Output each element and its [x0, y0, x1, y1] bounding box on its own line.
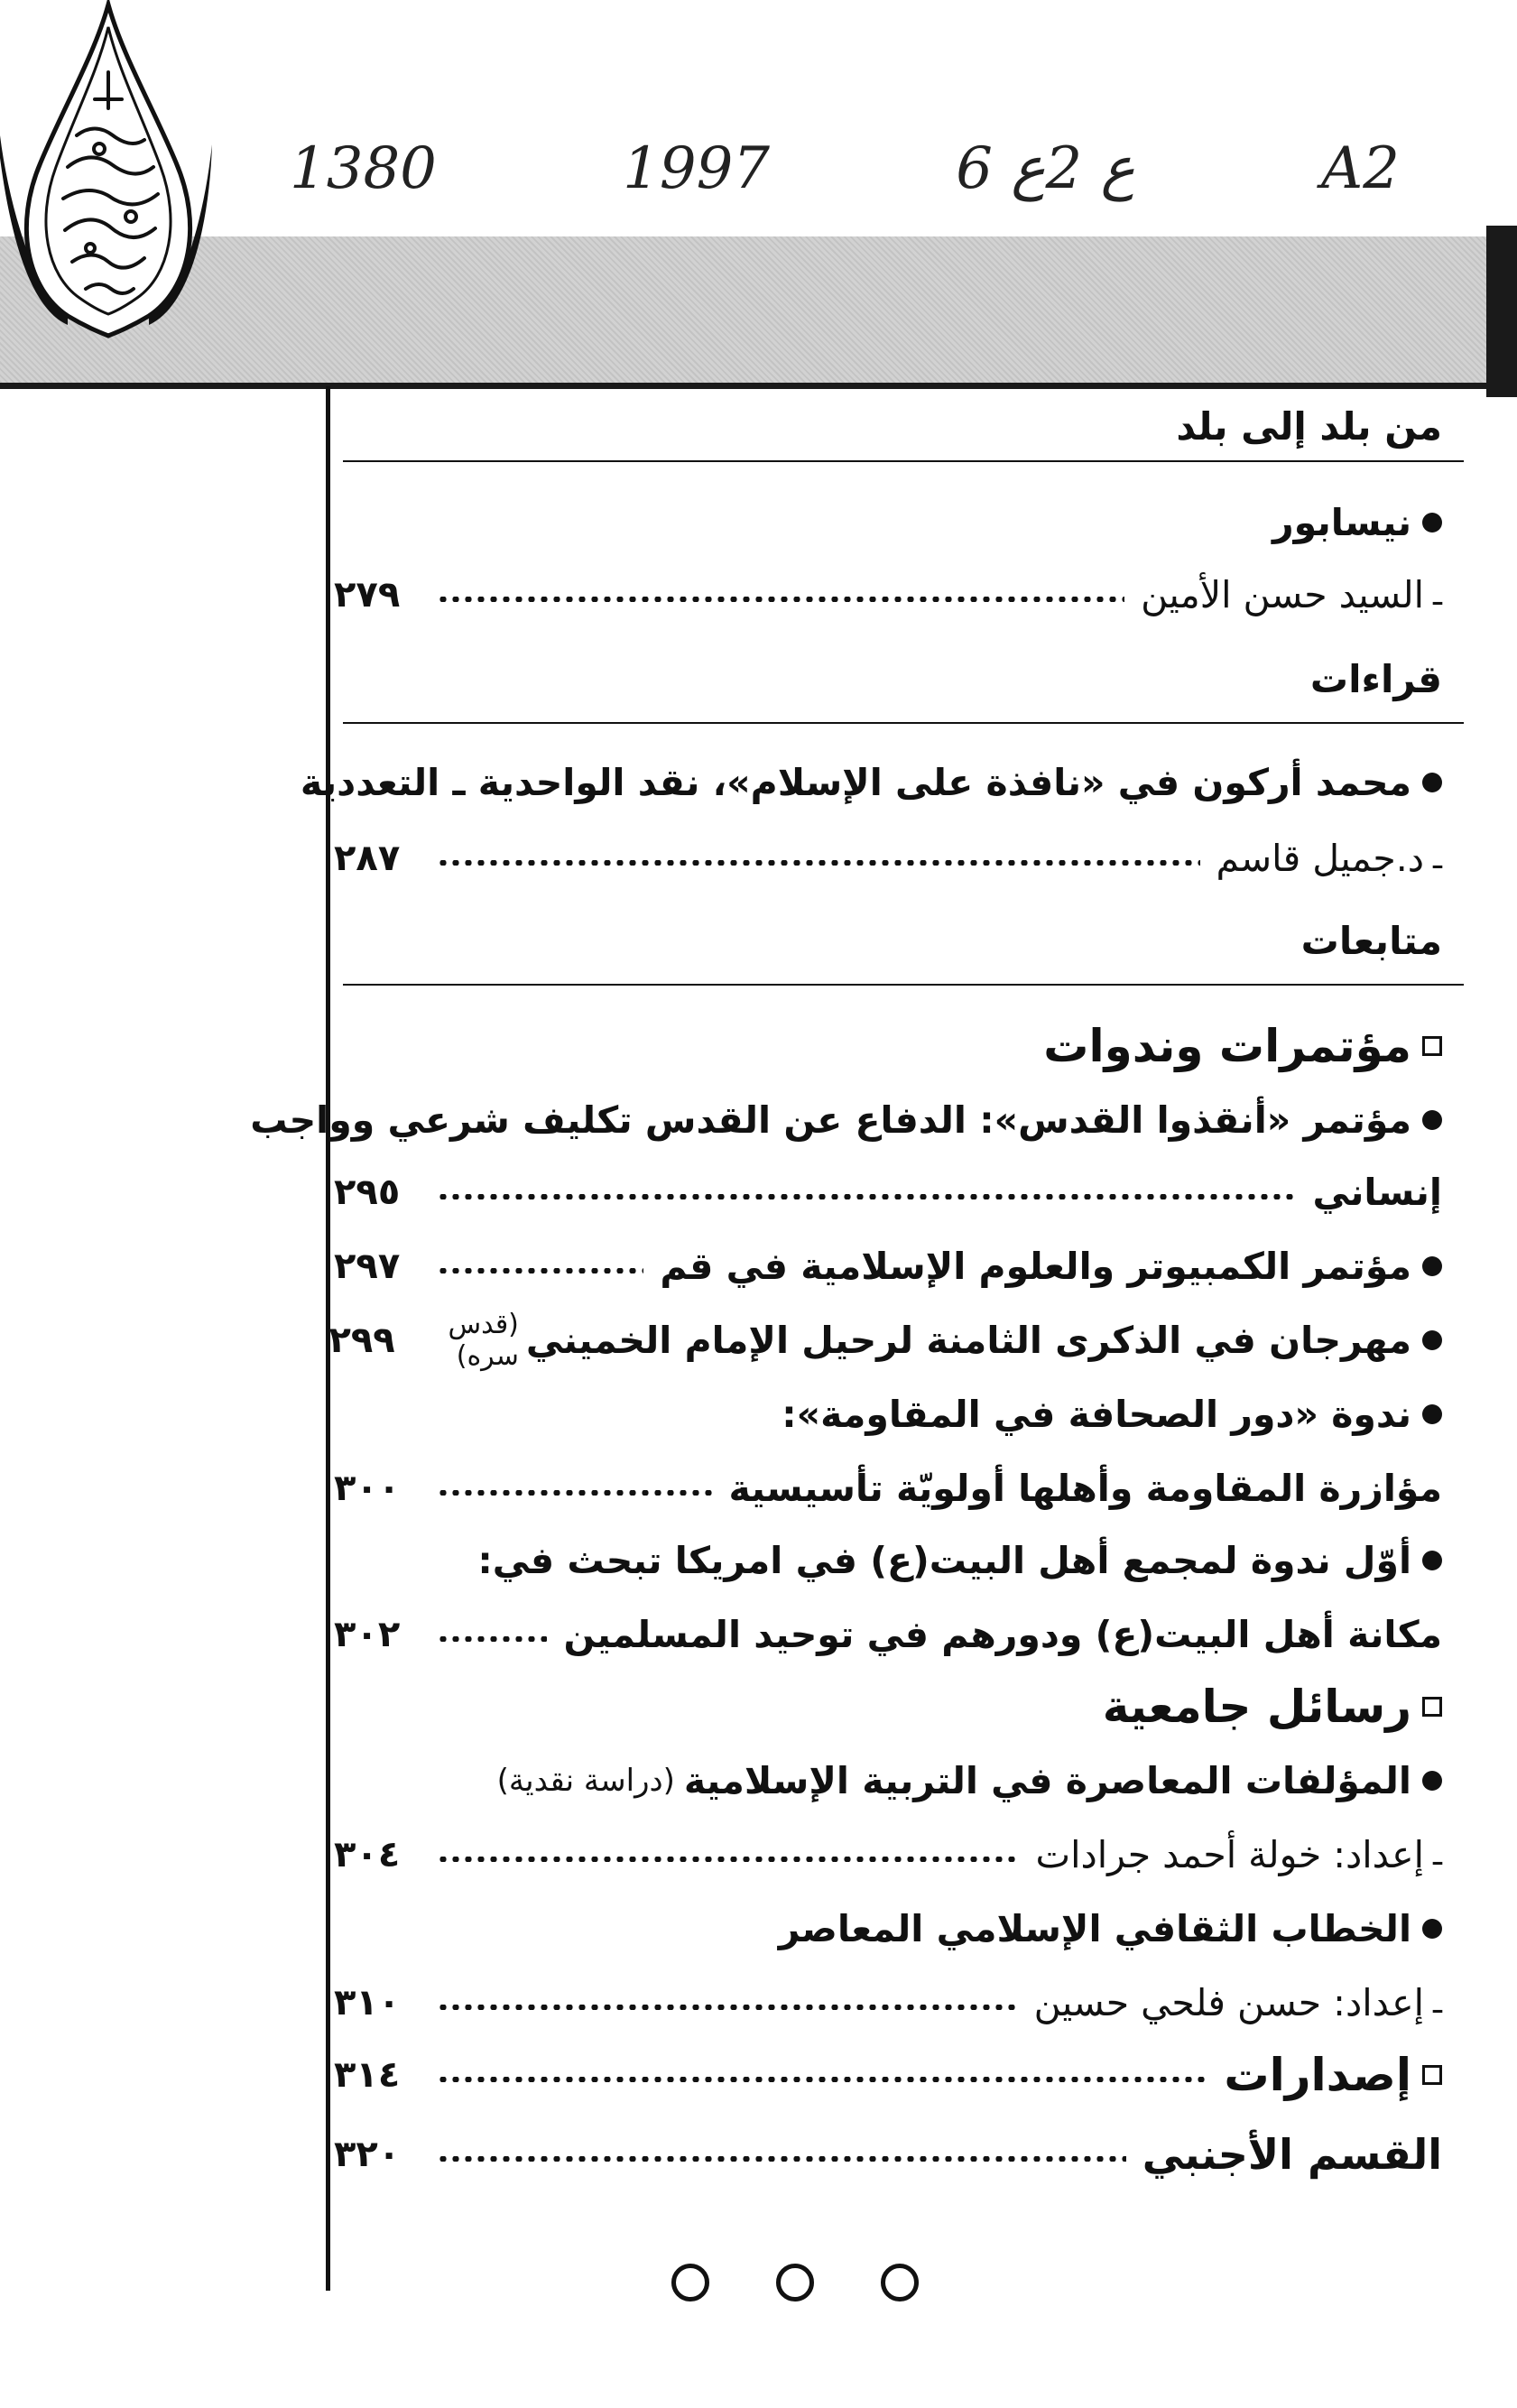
dot-leader — [437, 1490, 713, 1496]
dot-leader — [437, 1857, 1020, 1862]
section-divider — [343, 722, 1464, 724]
entry-author: إعداد: حسن فلحي حسين — [1033, 1981, 1425, 2024]
bullet-icon — [1422, 1330, 1442, 1350]
page-number: ٢٧٩ — [334, 574, 401, 616]
dot-leader — [437, 860, 1200, 866]
dot-leader — [437, 1268, 643, 1273]
page-number: ٢٨٧ — [334, 838, 401, 879]
toc-entry — [334, 1901, 1442, 1957]
page-number: ٣٠٢ — [334, 1614, 401, 1655]
subsection-title: إصدارات — [1224, 2049, 1411, 2101]
square-bullet-icon — [1422, 2065, 1442, 2085]
toc-entry-publications — [334, 2047, 1442, 2103]
toc-entry — [334, 1460, 1442, 1516]
handwritten-note: 1997 — [623, 135, 771, 202]
entry-subtitle: مؤازرة المقاومة وأهلها أولويّة تأسيسية — [728, 1467, 1442, 1510]
toc-entry — [300, 755, 1442, 810]
bullet-icon — [1422, 1256, 1442, 1276]
dot-leader — [437, 1194, 1297, 1199]
dash-mark: ـ — [1433, 840, 1442, 876]
toc-entry — [334, 1975, 1442, 2031]
page-number: ٣١٤ — [334, 2054, 401, 2096]
section-heading-readings: قراءات — [1309, 657, 1442, 701]
section-heading-from-country: من بلد إلى بلد — [1176, 404, 1442, 449]
section-divider — [343, 460, 1464, 462]
subsection-conferences — [334, 1018, 1442, 1074]
toc-entry — [334, 1607, 1442, 1662]
toc-entry — [334, 830, 1442, 886]
band-edge-mark — [1486, 226, 1517, 397]
subsection-title: مؤتمرات وندوات — [1043, 1020, 1411, 1072]
dash-mark: ـ — [1433, 577, 1442, 613]
square-bullet-icon — [1422, 1697, 1442, 1717]
dot-leader — [437, 2077, 1207, 2082]
handwritten-note: 1380 — [290, 135, 437, 202]
toc-entry — [328, 1309, 1442, 1372]
entry-title: مؤتمر الكمبيوتر والعلوم الإسلامية في قم — [660, 1245, 1411, 1288]
toc-entry — [334, 1533, 1442, 1588]
entry-title-continued: إنساني — [1312, 1171, 1442, 1214]
toc-entry-foreign — [334, 2126, 1442, 2182]
entry-title: الخطاب الثقافي الإسلامي المعاصر — [778, 1907, 1411, 1950]
table-of-contents — [250, 386, 1464, 2291]
subsection-title: القسم الأجنبي — [1142, 2130, 1442, 2179]
journal-emblem-icon — [0, 0, 217, 361]
bullet-icon — [1422, 513, 1442, 533]
handwritten-note: 6 ع 2ع — [956, 135, 1135, 202]
square-bullet-icon — [1422, 1036, 1442, 1056]
toc-entry — [334, 1164, 1442, 1220]
entry-author: د.جميل قاسم — [1216, 837, 1425, 880]
page-number: ٣٠٤ — [334, 1834, 401, 1875]
dash-mark: ـ — [1433, 1837, 1442, 1873]
toc-entry — [334, 1238, 1442, 1294]
entry-title: أوّل ندوة لمجمع أهل البيت(ع) في امريكا تبحث في: — [477, 1539, 1411, 1582]
entry-title: ندوة «دور الصحافة في المقاومة»: — [782, 1393, 1411, 1436]
entry-note: (قدس سره) — [448, 1309, 519, 1372]
bullet-icon — [1422, 773, 1442, 792]
header-band — [0, 236, 1517, 389]
handwritten-notes — [290, 135, 1400, 202]
end-ornament — [36, 2264, 1517, 2301]
section-heading-followups: متابعات — [1300, 919, 1442, 963]
entry-title: نيسابور — [1272, 501, 1411, 544]
section-divider — [343, 984, 1464, 986]
subsection-title: رسائل جامعية — [1102, 1681, 1411, 1733]
dot-leader — [437, 2156, 1126, 2162]
toc-entry — [250, 1092, 1442, 1148]
circle-icon — [776, 2264, 814, 2301]
dot-leader — [437, 1636, 547, 1642]
entry-subtitle: مكانة أهل البيت(ع) ودورهم في توحيد المسلمين — [563, 1613, 1442, 1656]
entry-author: السيد حسن الأمين — [1141, 573, 1425, 616]
bullet-icon — [1422, 1771, 1442, 1791]
page-number: ٢٩٩ — [328, 1320, 395, 1361]
toc-entry — [334, 567, 1442, 623]
entry-note: (دراسة نقدية) — [496, 1763, 675, 1799]
toc-entry — [334, 1827, 1442, 1883]
page-number: ٣٢٠ — [334, 2134, 401, 2175]
entry-title: المؤلفات المعاصرة في التربية الإسلامية — [683, 1759, 1411, 1802]
subsection-theses — [334, 1679, 1442, 1735]
handwritten-note: A2 — [1321, 135, 1400, 202]
bullet-icon — [1422, 1404, 1442, 1424]
circle-icon — [671, 2264, 709, 2301]
bullet-icon — [1422, 1919, 1442, 1939]
toc-entry — [334, 495, 1442, 551]
page-number: ٣١٠ — [334, 1982, 401, 2024]
page-number: ٢٩٧ — [334, 1246, 401, 1287]
entry-title: مهرجان في الذكرى الثامنة لرحيل الإمام الخميني — [525, 1319, 1411, 1362]
entry-title: مؤتمر «أنقذوا القدس»: الدفاع عن القدس تكليف شرعي وواجب — [250, 1098, 1411, 1142]
bullet-icon — [1422, 1551, 1442, 1570]
bullet-icon — [1422, 1110, 1442, 1130]
dash-mark: ـ — [1433, 1985, 1442, 2021]
dot-leader — [437, 2005, 1018, 2010]
entry-author: إعداد: خولة أحمد جرادات — [1035, 1833, 1425, 1876]
page-number: ٢٩٥ — [334, 1172, 401, 1213]
page-number: ٣٠٠ — [334, 1468, 401, 1509]
circle-icon — [881, 2264, 919, 2301]
toc-entry — [334, 1386, 1442, 1442]
toc-entry — [334, 1753, 1442, 1809]
entry-title: محمد أركون في «نافذة على الإسلام»، نقد الواحدية ـ التعددية — [300, 761, 1411, 804]
dot-leader — [437, 597, 1124, 602]
